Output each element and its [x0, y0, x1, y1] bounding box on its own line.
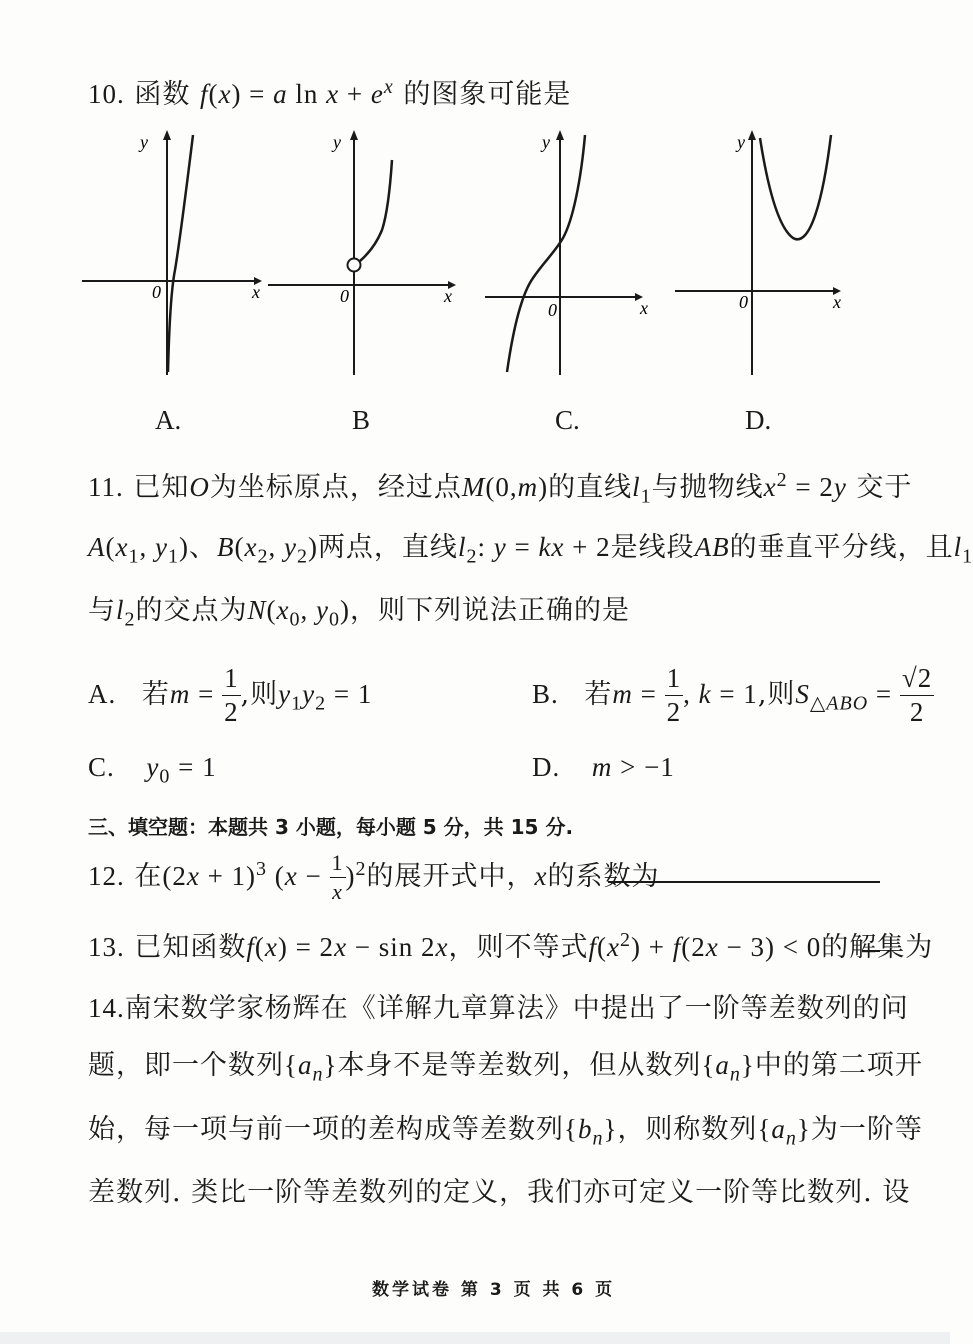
y-axis-arrow	[163, 130, 171, 140]
section-heading: 三、填空题：本题共 3 小题，每小题 5 分，共 15 分.	[88, 815, 574, 839]
page-footer: 数学试卷 第 3 页 共 6 页	[372, 1280, 616, 1300]
fraction-one-half: $\frac{1}{2}$	[224, 663, 239, 727]
q14-text: 中的第二项开	[754, 1050, 923, 1081]
y-label: y	[542, 132, 550, 152]
curve-c	[507, 135, 585, 372]
q13-number: 13.	[88, 932, 125, 962]
q10-option-c[interactable]: C.	[555, 405, 580, 435]
q10-number: 10.	[88, 79, 125, 109]
q11-text: ，则下列说法正确的是	[350, 595, 630, 626]
q11-text: 两点，直线	[317, 532, 458, 563]
q11-text: 与	[88, 595, 116, 626]
q12-text: 的系数为	[547, 861, 660, 892]
q11-text: 的交点为	[135, 595, 248, 626]
fraction-sqrt2-over-2: $\frac{√2}{2}$	[901, 663, 933, 727]
open-circle	[348, 259, 361, 272]
q11-text: 交于	[856, 472, 913, 503]
y-axis-arrow	[350, 130, 358, 140]
x-label: x	[444, 286, 452, 306]
q10-option-d[interactable]: D.	[745, 405, 772, 435]
q11-number: 11.	[88, 472, 124, 502]
q14-text: 本身不是等差数列，但从数列	[337, 1050, 702, 1081]
q10-graph-c	[485, 130, 660, 380]
q10-stem-prefix: 函数	[134, 79, 191, 110]
origin-label: 0	[548, 300, 557, 320]
bottom-edge	[0, 1332, 950, 1344]
curve-d	[760, 135, 831, 239]
option-text: 若	[584, 679, 613, 710]
q10-graph-d	[675, 130, 850, 380]
q13-text: ，则不等式	[448, 932, 589, 963]
q14-number: 14.	[88, 993, 125, 1023]
origin-label: 0	[340, 286, 349, 306]
q14-line2: 题，即一个数列$\{a_n\}$本身不是等差数列，但从数列$\{a_n\}$中的第二项开	[88, 1050, 923, 1086]
origin-label: 0	[152, 282, 161, 302]
q12-answer-blank[interactable]	[608, 881, 880, 883]
q12-text: 在	[134, 861, 163, 892]
q13-text: 已知函数	[134, 932, 247, 963]
q10-option-a[interactable]: A.	[155, 405, 182, 435]
q13-line: 13. 已知函数f(x) = 2x − sin 2x，则不等式$f(x^2) + f(2x - 3) < 0$的解集为	[88, 929, 934, 963]
q10-graph-b	[268, 130, 463, 380]
q14-text: 题，即一个数列	[88, 1050, 284, 1081]
y-label: y	[737, 132, 745, 152]
fraction-one-over-x: $\frac{1}{x}$	[331, 850, 344, 904]
q10-formula: f	[199, 79, 209, 109]
option-text: 若	[141, 679, 170, 710]
q12-text: 的展开式中，	[366, 861, 535, 892]
q14-line4: 差数列. 类比一阶等差数列的定义，我们亦可定义一阶等比数列. 设	[88, 1177, 911, 1208]
option-label: B.	[532, 679, 559, 709]
q14-text: 为一阶等	[810, 1114, 923, 1145]
option-text: ,则	[757, 679, 796, 710]
q11-text: 是线段	[610, 532, 695, 563]
q11-text: 为坐标原点，经过点	[209, 472, 462, 503]
x-label: x	[833, 292, 841, 312]
option-label: D.	[532, 752, 561, 782]
q11-option-a[interactable]: A. 若m = $\frac{1}{2}$ ,则$y_1y_2 = 1$	[88, 663, 373, 727]
q14-text: 始，每一项与前一项的差构成等差数列	[88, 1114, 564, 1145]
q11-line3: 与$l_2$的交点为$N(x_0$, $y_0$)，则下列说法正确的是	[88, 595, 630, 631]
option-text: ,则	[240, 679, 279, 710]
y-axis-arrow	[556, 130, 564, 140]
q10-stem-suffix: 的图象可能是	[403, 79, 572, 110]
curve-a	[168, 135, 193, 372]
q13-answer-blank[interactable]	[862, 950, 880, 952]
q11-line2: $A(x_1$, $y_1$)、$B(x_2$, $y_2$)两点，直线$l_2$: y = kx + 2是线段AB的垂直平分线，且$l_1$	[88, 532, 973, 568]
q14-line3: 始，每一项与前一项的差构成等差数列$\{b_n\}$，则称数列$\{a_n\}$为一阶等	[88, 1114, 923, 1150]
q11-text: 与抛物线	[651, 472, 764, 503]
q10-graph-a	[82, 130, 267, 380]
y-label: y	[140, 132, 148, 152]
q11-text: 的直线	[548, 472, 633, 503]
curve-b	[360, 160, 392, 261]
q11-option-b[interactable]: B. 若m = $\frac{1}{2}$ , k = 1,则$S_{\triangle ABO}$ = $\frac{√2}{2}$	[532, 663, 933, 727]
q14-text: 南宋数学家杨辉在《详解九章算法》中提出了一阶等差数列的问	[124, 993, 909, 1024]
q11-text: 的垂直平分线，且	[729, 532, 954, 563]
q14-line1	[88, 986, 909, 1025]
q13-text: 的解集为	[821, 932, 934, 963]
x-label: x	[252, 282, 260, 302]
x-label: x	[640, 298, 648, 318]
q10-option-b[interactable]: B	[352, 405, 371, 435]
q14-text: ，则称数列	[617, 1114, 758, 1145]
fraction-one-half: $\frac{1}{2}$	[666, 663, 682, 727]
q11-text: 已知	[133, 472, 190, 503]
option-label: C.	[88, 752, 115, 782]
q11-option-d[interactable]: D. m > −1	[532, 752, 675, 782]
q12-line: 12. 在$(2x + 1)^3$ (x − $\frac{1}{x}$ )$^2$的展开式中，x的系数为	[88, 850, 660, 904]
q12-number: 12.	[88, 861, 125, 891]
option-label: A.	[88, 679, 117, 709]
q10-stem: 10. 函数 f(x) = a $\ln x + e^x$ 的图象可能是	[88, 76, 572, 110]
q11-line1: 11. 已知O为坐标原点，经过点M(0,m)的直线$l_1$与抛物线$x^2 = 2y$ 交于	[88, 469, 913, 508]
y-axis-arrow	[748, 130, 756, 140]
y-label: y	[333, 132, 341, 152]
origin-label: 0	[739, 292, 748, 312]
q11-option-c[interactable]: C. $y_0 = 1$	[88, 752, 217, 788]
